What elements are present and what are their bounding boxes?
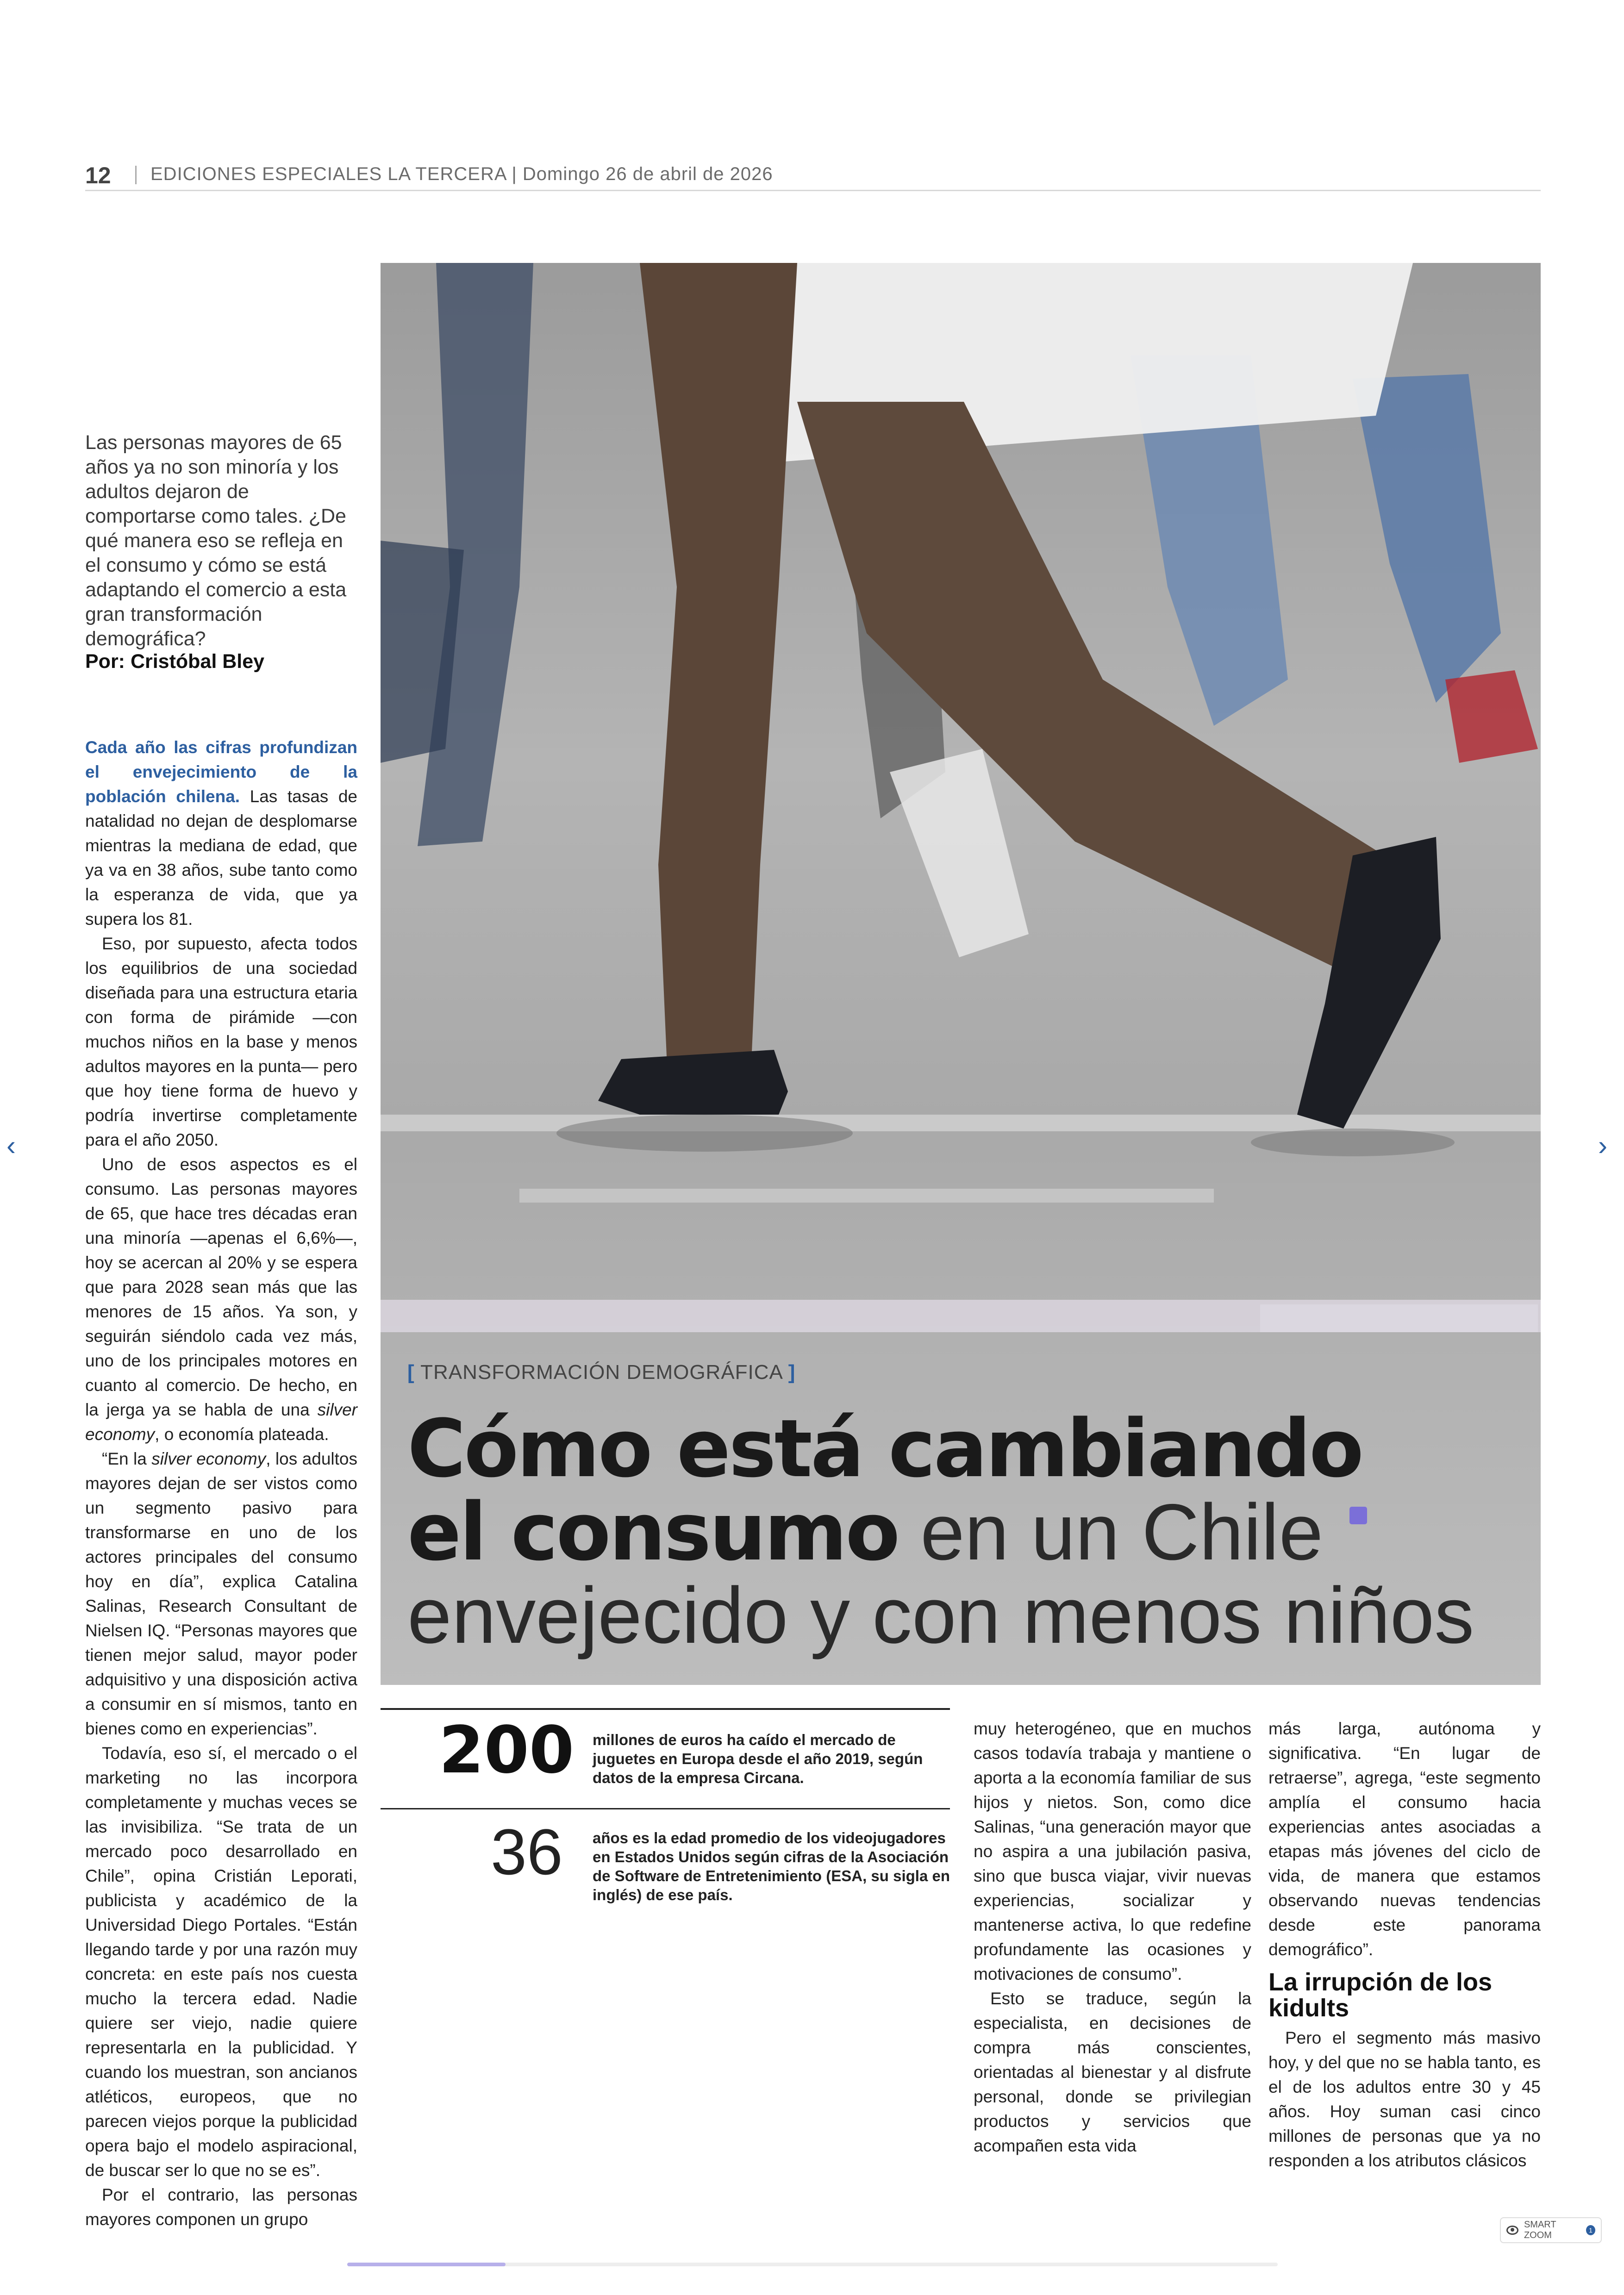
headline-light-line-1: en un Chile bbox=[898, 1488, 1324, 1577]
header-rule bbox=[85, 190, 1541, 191]
kicker-text: TRANSFORMACIÓN DEMOGRÁFICA bbox=[420, 1361, 782, 1384]
paragraph-3-text-a: Uno de esos aspectos es el consumo. Las personas mayores de 65, que hace tres décadas eran una minoría —apenas el 6,6%—, hoy se acercan al 20% y se espera que para 2028 sean más que las menores de 15 años. Ya son, y seguirán siéndolo cada vez más, uno de los principales motores en cuanto al comercio. De hecho, en la jerga ya se habla de una bbox=[85, 1155, 357, 1419]
chevron-right-icon[interactable]: › bbox=[1598, 1130, 1607, 1161]
paragraph-7: muy heterogéneo, que en muchos casos todavía trabaja y mantiene o aporta a la economía familiar de sus hijos y nietos. Son, como dice Salinas, “una generación mayor que no aspira a una jubilación pasiva, sino que busca viajar, vivir nuevas experiencias, socializar y mantenerse activa, lo que redefine profundamente las ocasiones y motivaciones de consumo”. bbox=[974, 1719, 1251, 1983]
paragraph-2: Eso, por supuesto, afecta todos los equilibrios de una sociedad diseñada para una estructura etaria con forma de pirámide —con muchos niños en la base y menos adultos mayores en la punta— pero que hoy tiene forma de huevo y podría invertirse completamente para el año 2050. bbox=[85, 934, 357, 1149]
paragraph-1-text: Las tasas de natalidad no dejan de desplomarse mientras la mediana de edad, que ya va en 38 años, sube tanto como la esperanza de vida, que ya supera los 81. bbox=[85, 787, 357, 929]
eye-icon bbox=[1506, 2226, 1518, 2235]
subheading: La irrupción de los kidults bbox=[1268, 1968, 1493, 2022]
stat-text-2: años es la edad promedio de los videojugadores en Estados Unidos según cifras de la Asociación de Software de Entretenimiento (ESA, su sigla en inglés) de ese país. bbox=[593, 1829, 950, 1903]
article-deck: Las personas mayores de 65 años ya no son minoría y los adultos dejaron de comportarse como tales. ¿De qué manera eso se refleja en el consumo y cómo se está adaptando el comercio a esta gran transformación demográfica? bbox=[85, 431, 347, 650]
image-info-icon[interactable] bbox=[1349, 1507, 1367, 1524]
stat-number-1: 200 bbox=[439, 1713, 575, 1788]
paragraph-3 bbox=[85, 1152, 357, 1447]
paragraph-9: más larga, autónoma y significativa. “En lugar de retraerse”, agrega, “este segmento amplía el consumo hacia experiencias antes asociadas a etapas más jóvenes del ciclo de vida, de manera que estamos observando nuevas tendencias desde este panorama demográfico”. bbox=[1268, 1719, 1541, 1959]
paragraph-1 bbox=[85, 735, 357, 931]
stats-top-rule bbox=[381, 1708, 950, 1710]
paragraph-4-text-a: “En la bbox=[102, 1449, 152, 1468]
byline: Por: Cristóbal Bley bbox=[85, 650, 265, 673]
page-progress-fill bbox=[347, 2263, 506, 2266]
headline-bold-line-1: Cómo está cambiando bbox=[407, 1402, 1362, 1495]
smart-zoom-label: SMART ZOOM bbox=[1524, 2220, 1556, 2240]
section-kicker bbox=[407, 1361, 795, 1384]
stats-divider bbox=[381, 1808, 950, 1809]
paragraph-4-text-b: , los adultos mayores dejan de ser vistos como un segmento pasivo para transformarse en uno de los actores principales del consumo hoy en día”, explica Catalina Salinas, Research Consultant de Nielsen IQ. “Personas mayores que tienen mejor salud, mayor poder adquisitivo y una disposición activa a consumir en sí mismos, tanto en bienes como en experiencias”. bbox=[85, 1449, 357, 1738]
paragraph-5: Todavía, eso sí, el mercado o el marketing no las incorpora completamente y muchas veces se las invisibiliza. “Se trata de un mercado poco desarrollado en Chile”, opina Cristián Leporati, publicista y académico de la Universidad Diego Portales. “Están llegando tarde y por una razón muy concreta: en este país nos cuesta mucho la tercera edad. Nadie quiere ser viejo, nadie quiere representarla en la publicidad. Y cuando los muestran, son ancianos atléticos, europeos, que no parecen viejos porque la publicidad opera bajo el modelo aspiracional, de buscar ser lo que no se es”. bbox=[85, 1744, 357, 2180]
header-separator bbox=[135, 166, 137, 184]
headline bbox=[407, 1402, 1537, 1660]
smart-zoom-badge: 1 bbox=[1586, 2225, 1595, 2235]
lead-in: Cada año las cifras profundizan el envejecimiento de la población chilena. bbox=[85, 738, 357, 806]
paragraph-8: Esto se traduce, según la especialista, en decisiones de compra más conscientes, orientadas al bienestar y al disfrute personal, donde se privilegian productos y servicios que acompañen esta vida bbox=[974, 1989, 1251, 2155]
kicker-bracket-close: ] bbox=[788, 1361, 796, 1384]
paragraph-3-emphasis: silver economy bbox=[85, 1400, 357, 1444]
body-column-1 bbox=[85, 735, 357, 2232]
page-number: 12 bbox=[85, 162, 111, 188]
headline-light-line-2: envejecido y con menos niños bbox=[407, 1571, 1474, 1660]
headline-bold-line-2: el consumo bbox=[407, 1485, 899, 1578]
publication-header: EDICIONES ESPECIALES LA TERCERA | Domingo 26 de abril de 2026 bbox=[150, 164, 773, 184]
smart-zoom-button[interactable] bbox=[1500, 2217, 1602, 2243]
paragraph-4-emphasis: silver economy bbox=[151, 1449, 266, 1468]
paragraph-4 bbox=[85, 1447, 357, 1741]
chevron-left-icon[interactable]: ‹ bbox=[6, 1130, 16, 1161]
stat-number-2: 36 bbox=[491, 1815, 563, 1888]
paragraph-10: Pero el segmento más masivo hoy, y del que no se habla tanto, es el de los adultos entre 30 y 45 años. Hoy suman casi cinco millones de personas que ya no responden a los atributos clásicos bbox=[1268, 2028, 1541, 2170]
stat-text-1: millones de euros ha caído el mercado de juguetes en Europa desde el año 2019, según datos de la empresa Circana. bbox=[593, 1731, 923, 1786]
paragraph-3-text-b: , o economía plateada. bbox=[155, 1425, 329, 1444]
paragraph-6: Por el contrario, las personas mayores componen un grupo bbox=[85, 2185, 357, 2229]
kicker-bracket-open: [ bbox=[407, 1361, 415, 1384]
body-column-4 bbox=[1268, 1716, 1541, 2173]
body-column-3 bbox=[974, 1716, 1251, 2158]
